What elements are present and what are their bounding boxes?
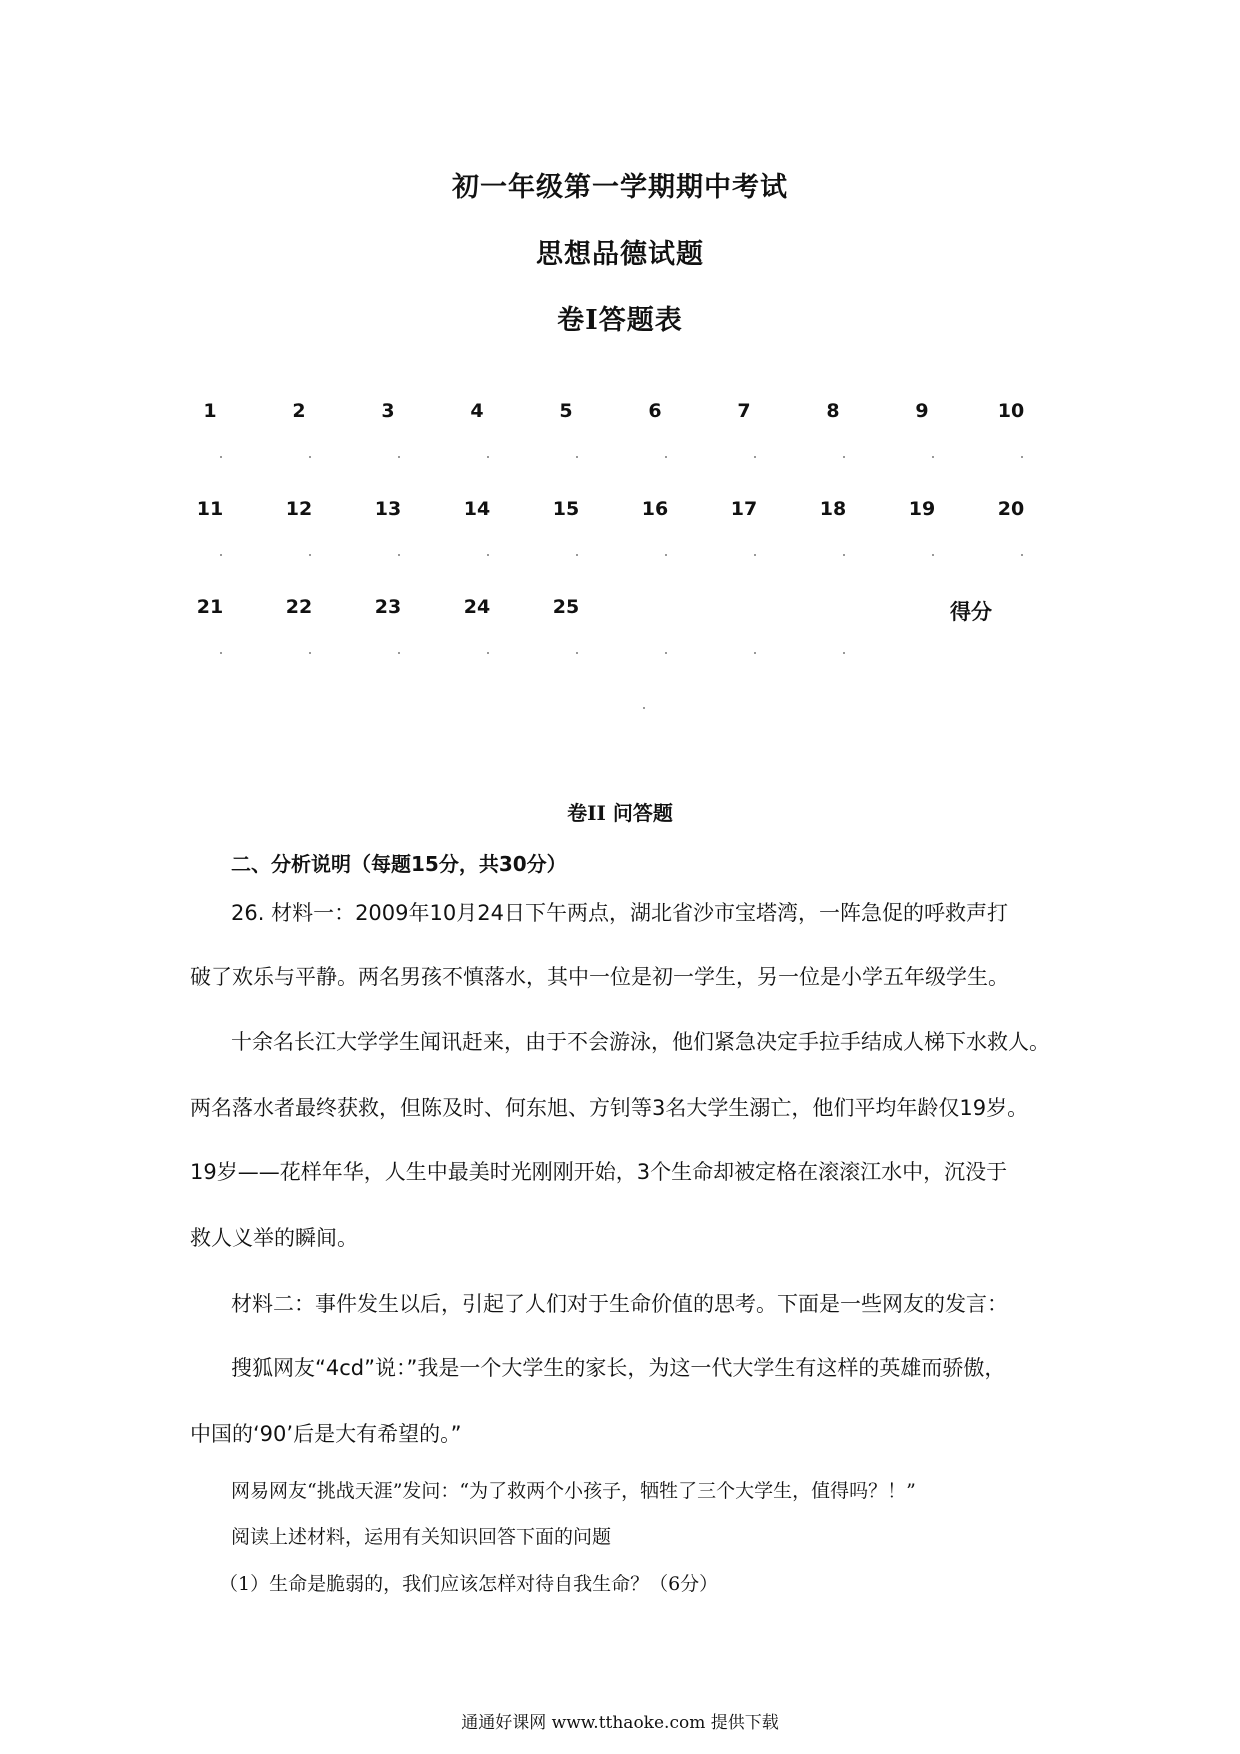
- question-number: 7: [737, 400, 751, 422]
- answer-blank: [643, 707, 645, 709]
- answer-table-title: 卷Ⅰ答题表: [557, 305, 683, 336]
- question-number: 17: [730, 498, 758, 520]
- answer-row: [180, 400, 1070, 498]
- answer-blank: [220, 554, 222, 556]
- answer-row: [180, 596, 1070, 694]
- answer-blank: [665, 554, 667, 556]
- question-paragraph: 阅读上述材料，运用有关知识回答下面的问题: [231, 1526, 612, 1548]
- question-paragraph: 中国的‘90’后是大有希望的。”: [190, 1422, 462, 1446]
- answer-blank: [309, 456, 311, 458]
- question-number: 15: [552, 498, 580, 520]
- answer-blank: [754, 456, 756, 458]
- answer-blank: [398, 652, 400, 654]
- question-number: 25: [552, 596, 580, 618]
- question-paragraph: 两名落水者最终获救，但陈及时、何东旭、方钊等3名大学生溺亡，他们平均年龄仅19岁。: [190, 1096, 1029, 1120]
- answer-grid: [180, 400, 1070, 694]
- question-number: 11: [196, 498, 224, 520]
- answer-blank: [487, 456, 489, 458]
- question-number: 21: [196, 596, 224, 618]
- answer-blank: [487, 554, 489, 556]
- question-number: 2: [292, 400, 306, 422]
- answer-blank: [576, 554, 578, 556]
- score-label: 得分: [950, 600, 992, 624]
- answer-blank: [398, 554, 400, 556]
- answer-blank: [309, 652, 311, 654]
- answer-blank: [843, 456, 845, 458]
- answer-blank: [220, 456, 222, 458]
- answer-blank: [665, 456, 667, 458]
- answer-blank: [576, 456, 578, 458]
- question-number: 10: [997, 400, 1025, 422]
- question-number: 16: [641, 498, 669, 520]
- question-number: 4: [470, 400, 484, 422]
- answer-blank: [843, 652, 845, 654]
- question-paragraph: （1）生命是脆弱的，我们应该怎样对待自我生命？（6分）: [219, 1573, 719, 1595]
- answer-blank: [932, 456, 934, 458]
- question-paragraph: 19岁——花样年华，人生中最美时光刚刚开始，3个生命却被定格在滚滚江水中，沉没于: [190, 1160, 1008, 1184]
- question-number: 8: [826, 400, 840, 422]
- answer-blank: [487, 652, 489, 654]
- question-number: 5: [559, 400, 573, 422]
- answer-blank: [1021, 456, 1023, 458]
- footer-credit: 通通好课网 www.tthaoke.com 提供下载: [461, 1713, 779, 1733]
- part-two-heading: 卷II 问答题: [567, 801, 673, 825]
- answer-blank: [932, 554, 934, 556]
- answer-blank: [754, 652, 756, 654]
- question-paragraph: 材料二：事件发生以后，引起了人们对于生命价值的思考。下面是一些网友的发言：: [231, 1292, 1008, 1316]
- question-number: 14: [463, 498, 491, 520]
- answer-row: [180, 498, 1070, 596]
- answer-blank: [843, 554, 845, 556]
- question-number: 9: [915, 400, 929, 422]
- answer-blank: [398, 456, 400, 458]
- question-number: 24: [463, 596, 491, 618]
- exam-title: 初一年级第一学期期中考试: [452, 172, 788, 203]
- question-paragraph: 搜狐网友“4cd”说：”我是一个大学生的家长，为这一代大学生有这样的英雄而骄傲，: [231, 1356, 1006, 1380]
- question-paragraph: 救人义举的瞬间。: [190, 1226, 358, 1250]
- answer-blank: [754, 554, 756, 556]
- answer-blank: [1021, 554, 1023, 556]
- answer-blank: [220, 652, 222, 654]
- answer-blank: [309, 554, 311, 556]
- answer-blank: [665, 652, 667, 654]
- question-paragraph: 网易网友“挑战天涯”发问：“为了救两个小孩子，牺牲了三个大学生，值得吗？！”: [231, 1480, 916, 1502]
- question-number: 12: [285, 498, 313, 520]
- question-number: 19: [908, 498, 936, 520]
- question-paragraph: 十余名长江大学学生闻讯赶来，由于不会游泳，他们紧急决定手拉手结成人梯下水救人。: [231, 1030, 1050, 1054]
- exam-subtitle: 思想品德试题: [536, 239, 704, 270]
- question-number: 23: [374, 596, 402, 618]
- question-paragraph: 破了欢乐与平静。两名男孩不慎落水，其中一位是初一学生，另一位是小学五年级学生。: [190, 965, 1009, 989]
- question-number: 18: [819, 498, 847, 520]
- question-number: 1: [203, 400, 217, 422]
- question-number: 20: [997, 498, 1025, 520]
- question-number: 3: [381, 400, 395, 422]
- question-paragraph: 26. 材料一：2009年10月24日下午两点，湖北省沙市宝塔湾，一阵急促的呼救声打: [231, 901, 1008, 925]
- question-number: 13: [374, 498, 402, 520]
- question-number: 6: [648, 400, 662, 422]
- question-number: 22: [285, 596, 313, 618]
- answer-blank: [576, 652, 578, 654]
- section-title: 二、分析说明（每题15分，共30分）: [231, 852, 567, 876]
